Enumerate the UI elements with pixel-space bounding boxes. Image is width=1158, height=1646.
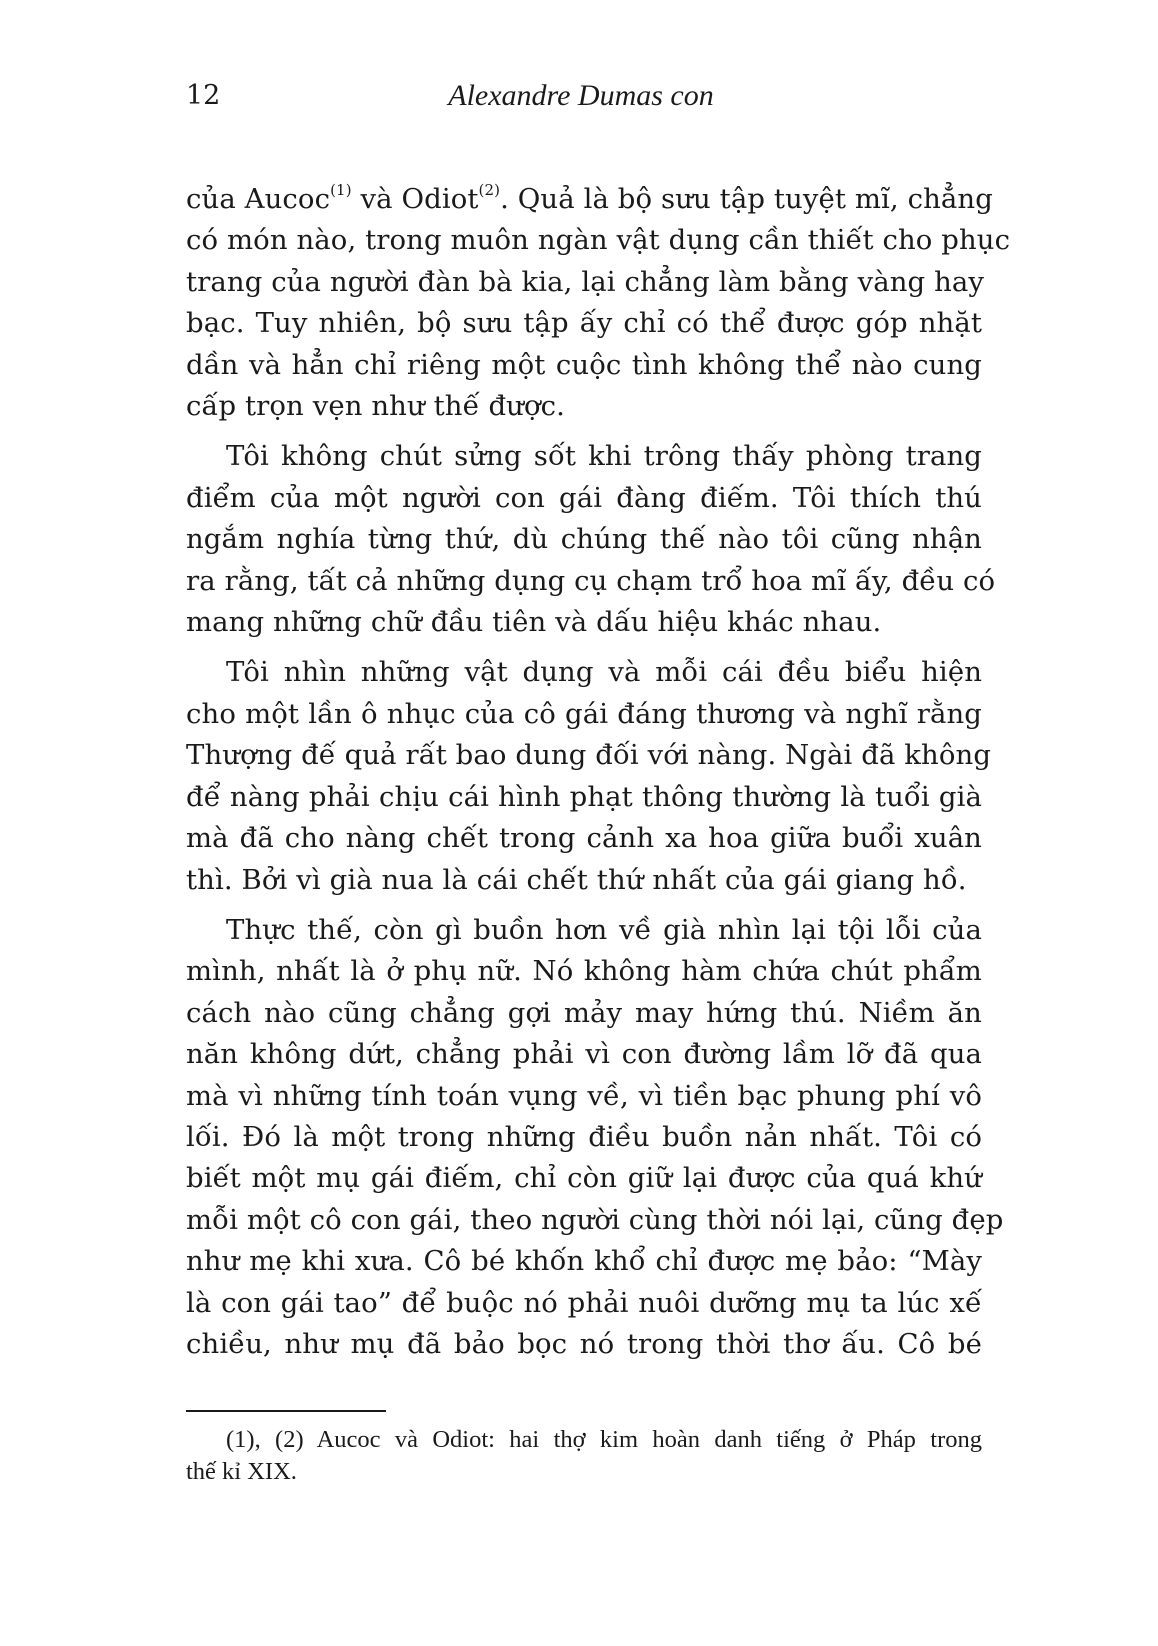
- paragraph: [186, 910, 1004, 1365]
- footnote-marker-2: (2): [478, 180, 501, 199]
- footnote-marker-1: (1): [330, 180, 352, 199]
- text-line: mỗi một cô con gái, theo người cùng thời nói lại, cũng đẹp: [186, 1203, 1004, 1236]
- text-line: dần và hẳn chỉ riêng một cuộc tình không thể nào cung: [186, 348, 982, 381]
- footnote-line: thế kỉ XIX.: [186, 1458, 297, 1485]
- running-title: Alexandre Dumas con: [448, 79, 714, 112]
- text-line: mà đã cho nàng chết trong cảnh xa hoa giữa buổi xuân: [186, 822, 982, 855]
- footnote-line: (1), (2) Aucoc và Odiot: hai thợ kim hoàn danh tiếng ở Pháp trong: [226, 1426, 982, 1453]
- text-fragment: . Quả là bộ sưu tập tuyệt mĩ, chẳng: [500, 183, 993, 215]
- text-line: mình, nhất là ở phụ nữ. Nó không hàm chứa chút phẩm: [186, 955, 982, 988]
- text-line: cấp trọn vẹn như thế được.: [186, 390, 565, 423]
- text-line: là con gái tao” để buộc nó phải nuôi dưỡng mụ ta lúc xế: [186, 1286, 982, 1319]
- text-line: [186, 179, 993, 220]
- footnote: [186, 1424, 982, 1488]
- text-line: ra rằng, tất cả những dụng cụ chạm trổ hoa mĩ ấy, đều có: [186, 564, 996, 597]
- text-line: Tôi nhìn những vật dụng và mỗi cái đều biểu hiện: [226, 656, 982, 689]
- text-line: có món nào, trong muôn ngàn vật dụng cần thiết cho phục: [186, 224, 1011, 257]
- text-line: biết một mụ gái điếm, chỉ còn giữ lại được của quá khứ: [186, 1162, 982, 1195]
- text-line: thì. Bởi vì già nua là cái chết thứ nhất của gái giang hồ.: [186, 863, 967, 896]
- text-fragment: và Odiot: [351, 183, 479, 215]
- text-line: trang của người đàn bà kia, lại chẳng làm bằng vàng hay: [186, 265, 985, 298]
- text-line: cách nào cũng chẳng gợi mảy may hứng thú. Niềm ăn: [186, 996, 982, 1029]
- running-head: [186, 78, 976, 114]
- body-text: [186, 179, 1011, 1374]
- text-line: để nàng phải chịu cái hình phạt thông thường là tuổi già: [186, 780, 982, 813]
- text-line: Thực thế, còn gì buồn hơn về già nhìn lại tội lỗi của: [226, 913, 982, 946]
- text-line: Tôi không chút sửng sốt khi trông thấy phòng trang: [226, 440, 982, 473]
- paragraph: [186, 652, 992, 900]
- text-line: năn không dứt, chẳng phải vì con đường lầm lỡ đã qua: [186, 1038, 982, 1071]
- text-fragment: của Aucoc: [186, 183, 331, 215]
- paragraph: [186, 436, 996, 643]
- page-number: 12: [186, 80, 221, 111]
- text-line: ngắm nghía từng thứ, dù chúng thế nào tôi cũng nhận: [186, 523, 982, 556]
- paragraph: [186, 179, 1011, 427]
- text-line: điểm của một người con gái đàng điếm. Tôi thích thú: [186, 481, 982, 514]
- text-line: lối. Đó là một trong những điều buồn nản nhất. Tôi có: [186, 1120, 982, 1153]
- text-line: như mẹ khi xưa. Cô bé khốn khổ chỉ được mẹ bảo: “Mày: [186, 1245, 982, 1278]
- text-line: mà vì những tính toán vụng về, vì tiền bạc phung phí vô: [186, 1079, 982, 1112]
- footnote-divider: [186, 1410, 386, 1412]
- text-line: bạc. Tuy nhiên, bộ sưu tập ấy chỉ có thể được góp nhặt: [186, 307, 982, 340]
- text-line: mang những chữ đầu tiên và dấu hiệu khác nhau.: [186, 606, 882, 639]
- text-line: Thượng đế quả rất bao dung đối với nàng. Ngài đã không: [186, 739, 992, 772]
- text-line: chiều, như mụ đã bảo bọc nó trong thời thơ ấu. Cô bé: [186, 1327, 982, 1360]
- text-line: cho một lần ô nhục của cô gái đáng thương và nghĩ rằng: [186, 697, 982, 730]
